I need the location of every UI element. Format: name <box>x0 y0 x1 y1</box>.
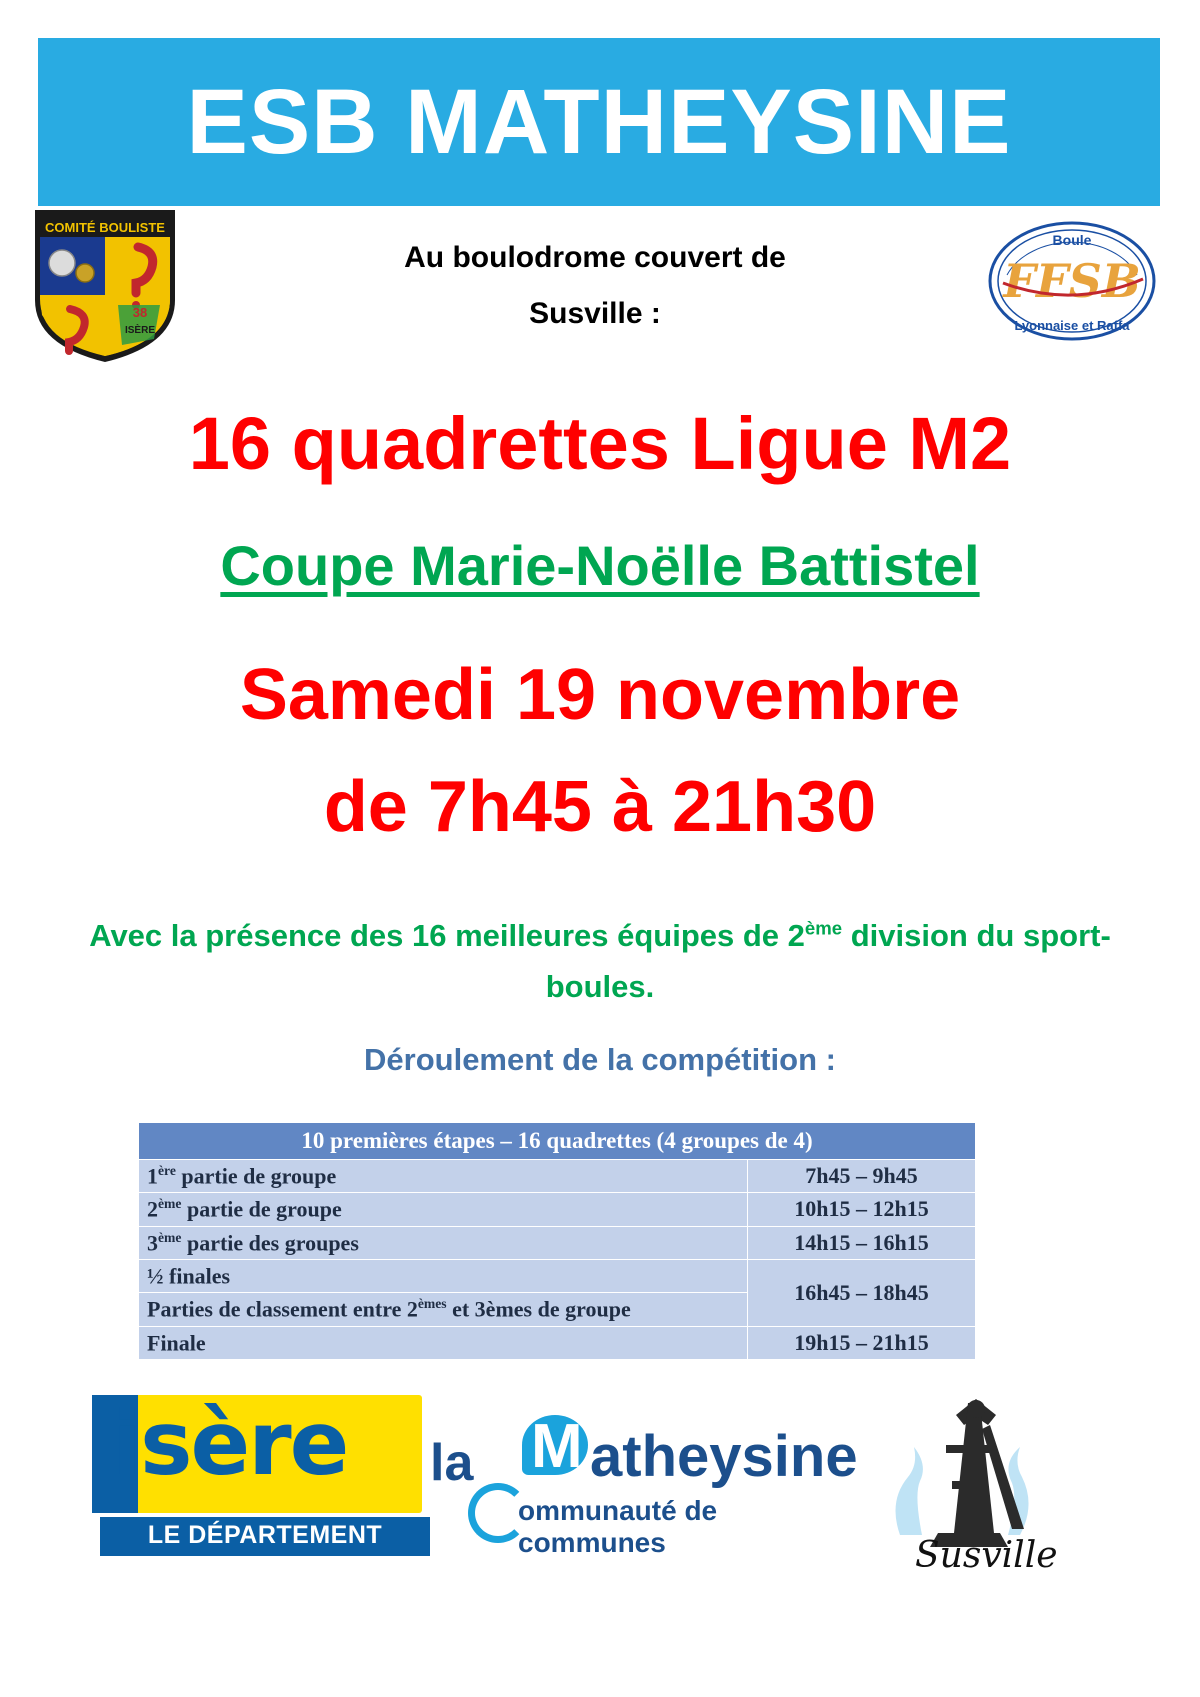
row-label-pre: 3 <box>147 1229 158 1255</box>
schedule-row-label <box>139 1259 748 1292</box>
presence-part-2: division du sport-boules. <box>545 918 1111 1005</box>
schedule-heading: Déroulement de la compétition : <box>364 1042 836 1077</box>
row-label-post: partie des groupes <box>181 1229 359 1255</box>
row-label-sup: èmes <box>417 1296 447 1312</box>
headline-date <box>0 640 1200 863</box>
schedule-table <box>138 1122 976 1360</box>
row-label-post: et 3èmes de groupe <box>446 1296 631 1322</box>
schedule-row-label <box>139 1160 748 1193</box>
schedule-row-time: 16h45 – 18h45 <box>748 1259 976 1326</box>
isere-subtitle: LE DÉPARTEMENT <box>100 1517 430 1556</box>
date-line-2: de 7h45 à 21h30 <box>323 766 877 847</box>
footer-logos <box>0 1392 1200 1625</box>
matheysine-la: la <box>430 1434 474 1492</box>
venue-line-2: Susville : <box>529 296 661 330</box>
svg-text:Boule: Boule <box>1052 232 1092 248</box>
row-label-sup: ère <box>158 1163 176 1178</box>
row-label-pre: ½ finales <box>147 1263 231 1289</box>
schedule-row-label <box>139 1326 748 1359</box>
ffsb-badge-icon <box>985 215 1160 350</box>
schedule-row-time: 7h45 – 9h45 <box>748 1160 976 1193</box>
susville-name: Susville <box>915 1535 1058 1576</box>
matheysine-logo <box>430 1412 858 1563</box>
presence-paragraph <box>50 910 1150 1012</box>
schedule-row-time: 14h15 – 16h15 <box>748 1226 976 1259</box>
venue-text <box>200 230 990 341</box>
table-row <box>139 1326 976 1359</box>
table-row <box>139 1226 976 1259</box>
table-row <box>139 1160 976 1193</box>
date-line-1: Samedi 19 novembre <box>239 655 961 735</box>
page-title: ESB MATHEYSINE <box>186 71 1012 173</box>
presence-superscript: ème <box>804 917 843 939</box>
headline-cup <box>0 535 1200 597</box>
svg-text:38: 38 <box>132 305 148 320</box>
schedule-header-row <box>139 1123 976 1160</box>
row-label-pre: Finale <box>147 1329 206 1355</box>
schedule-row-label <box>139 1293 748 1326</box>
row-label-sup: ème <box>158 1196 182 1212</box>
matheysine-subtitle: ommunauté de communes <box>518 1495 718 1558</box>
matheysine-bubble-letter: M <box>531 1412 583 1481</box>
schedule-header-cell: 10 premières étapes – 16 quadrettes (4 groupes de 4) <box>139 1123 976 1160</box>
table-row <box>139 1259 976 1292</box>
schedule-row-label <box>139 1193 748 1226</box>
matheysine-wordmark: atheysine <box>590 1424 858 1489</box>
schedule-row-time: 19h15 – 21h15 <box>748 1326 976 1359</box>
comite-bouliste-shield-icon <box>30 205 180 365</box>
isere-wordmark: isère <box>112 1392 348 1495</box>
svg-text:Lyonnaise et Raffa: Lyonnaise et Raffa <box>1014 318 1130 333</box>
row-label-sup: ème <box>158 1229 182 1245</box>
susville-logo <box>860 1385 1080 1585</box>
row-label-pre: Parties de classement entre 2 <box>147 1296 418 1322</box>
headline-main: 16 quadrettes Ligue M2 <box>188 402 1012 485</box>
schedule-row-time: 10h15 – 12h15 <box>748 1193 976 1226</box>
isere-departement-logo <box>92 1392 432 1570</box>
row-label-pre: 2 <box>147 1196 158 1222</box>
title-banner <box>38 38 1160 206</box>
headline-cup-text: Coupe Marie-Noëlle Battistel <box>220 534 980 597</box>
svg-text:COMITÉ BOULISTE: COMITÉ BOULISTE <box>45 220 165 235</box>
row-label-post: partie de groupe <box>175 1163 337 1189</box>
comite-bouliste-logo <box>30 205 180 365</box>
row-label-pre: 1 <box>147 1163 158 1189</box>
svg-text:FFSB: FFSB <box>1003 254 1141 308</box>
svg-text:ISÈRE: ISÈRE <box>124 325 156 336</box>
venue-line-1: Au boulodrome couvert de <box>404 241 786 274</box>
schedule-row-label <box>139 1226 748 1259</box>
ffsb-logo <box>985 215 1160 350</box>
table-row <box>139 1193 976 1226</box>
presence-part-1: Avec la présence des 16 meilleures équipes de 2 <box>89 918 805 953</box>
row-label-post: partie de groupe <box>181 1196 342 1222</box>
